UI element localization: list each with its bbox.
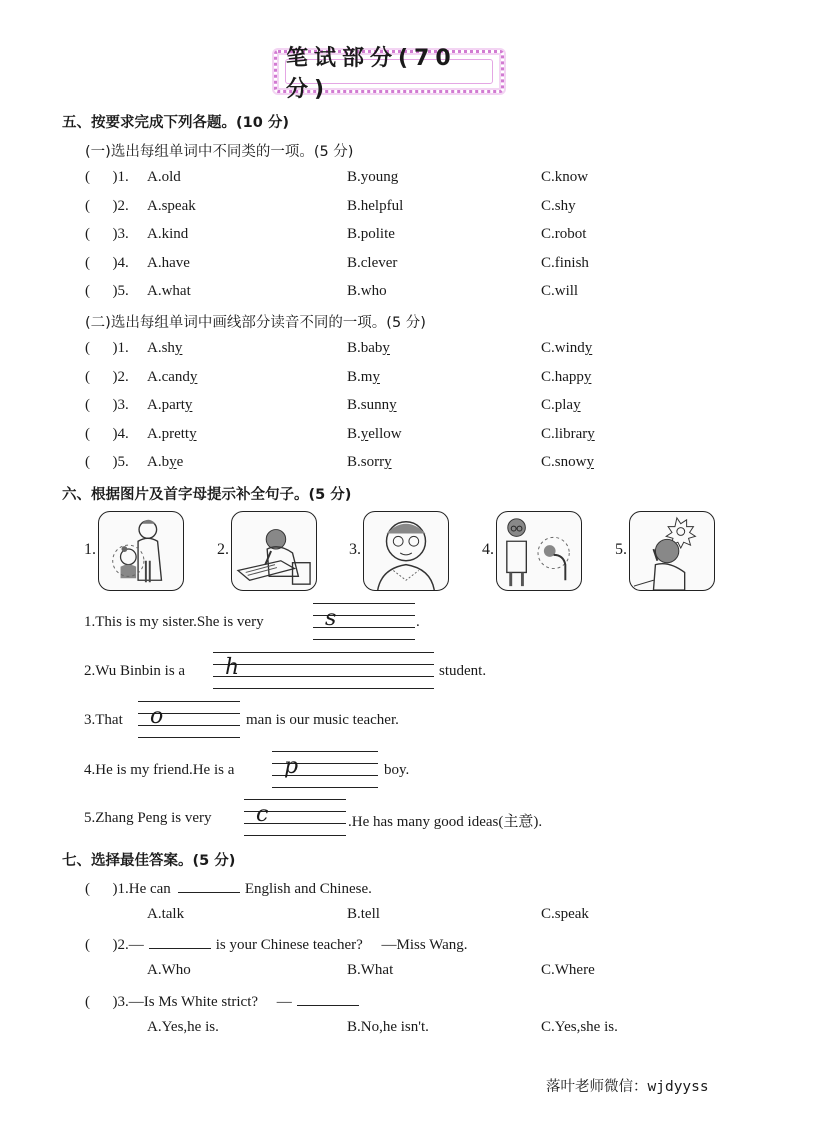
section6-heading: 六、根据图片及首字母提示补全句子。(5 分) xyxy=(62,487,352,503)
word-part: C.librar xyxy=(541,426,588,442)
option-c xyxy=(541,426,595,443)
underlined-letter: y xyxy=(382,340,390,356)
option-b: B.helpful xyxy=(347,198,404,214)
option-a: A.Who xyxy=(147,962,191,978)
initial-letter-hint: c xyxy=(256,802,269,827)
question-text xyxy=(85,991,364,1011)
word-part: B.m xyxy=(347,369,373,385)
boy-with-lightbulb-idea-illustration xyxy=(630,512,714,590)
option-b: B.tell xyxy=(347,906,380,922)
answer-bracket[interactable]: ( )3. xyxy=(85,397,129,413)
question-before: He can xyxy=(128,881,171,897)
underlined-letter: y xyxy=(360,426,369,442)
option-c xyxy=(541,340,592,357)
sentence-text: 4.He is my friend.He is a xyxy=(84,762,235,778)
word-part: B.sorr xyxy=(347,454,385,470)
underlined-letter: y xyxy=(573,397,581,413)
girl-shy-behind-woman-illustration xyxy=(99,512,183,590)
picture-number: 5. xyxy=(615,541,627,558)
section7-heading: 七、选择最佳答案。(5 分) xyxy=(62,853,236,869)
option-b: B.polite xyxy=(347,226,395,242)
sentence-text: 3.That xyxy=(84,712,123,728)
word-part: A.sh xyxy=(147,340,175,356)
guide-line xyxy=(244,835,346,836)
option-c: C.speak xyxy=(541,906,589,922)
underlined-letter: y xyxy=(584,340,593,356)
option-a: A.Yes,he is. xyxy=(147,1019,219,1035)
option-a: A.have xyxy=(147,255,190,271)
sentence-text: 1.This is my sister.She is very xyxy=(84,614,264,630)
section5-part2-heading: (二)选出每组单词中画线部分读音不同的一项。(5 分) xyxy=(85,315,426,331)
picture-number: 3. xyxy=(349,541,361,558)
sentence-text: . xyxy=(416,614,420,630)
writing-blank[interactable] xyxy=(213,652,434,690)
section5-heading: 五、按要求完成下列各题。(10 分) xyxy=(62,115,289,131)
word-part: A.prett xyxy=(147,426,190,442)
underlined-letter: y xyxy=(583,369,592,385)
question-after: English and Chinese. xyxy=(244,881,372,897)
underlined-letter: y xyxy=(174,340,183,356)
picture-5 xyxy=(629,511,715,591)
picture-1 xyxy=(98,511,184,591)
option-a: A.what xyxy=(147,283,191,299)
guide-line xyxy=(213,664,434,665)
option-a xyxy=(147,340,182,357)
guide-line xyxy=(138,737,240,738)
word-part: C.happ xyxy=(541,369,584,385)
answer-bracket[interactable]: ( )3. xyxy=(85,226,129,242)
initial-letter-hint: h xyxy=(225,655,240,680)
answer-bracket[interactable]: ( )4. xyxy=(85,426,129,442)
underlined-letter: y xyxy=(384,454,392,470)
word-part: ellow xyxy=(368,426,402,442)
option-c xyxy=(541,369,591,386)
sentence-text: man is our music teacher. xyxy=(246,712,399,728)
guide-line xyxy=(272,787,378,788)
underlined-letter: y xyxy=(389,397,397,413)
option-c: C.Where xyxy=(541,962,595,978)
word-part: A.cand xyxy=(147,369,190,385)
answer-blank[interactable] xyxy=(149,934,211,949)
guide-line xyxy=(313,639,415,640)
question-text xyxy=(85,878,372,898)
picture-4 xyxy=(496,511,582,591)
guide-line xyxy=(244,799,346,800)
word-part: e xyxy=(176,454,184,470)
sentence-text: .He has many good ideas(主意). xyxy=(348,814,543,830)
initial-letter-hint: o xyxy=(150,704,164,729)
word-part: A.b xyxy=(147,454,170,470)
answer-bracket[interactable]: ( )4. xyxy=(85,255,129,271)
option-a xyxy=(147,369,197,386)
option-c: C.Yes,she is. xyxy=(541,1019,618,1035)
answer-bracket[interactable]: ( )1. xyxy=(85,340,129,356)
option-c xyxy=(541,397,581,414)
title-banner xyxy=(274,45,504,102)
guide-line xyxy=(313,603,415,604)
boy-bowing-to-teacher-illustration xyxy=(497,512,581,590)
option-c: C.robot xyxy=(541,226,587,242)
option-b: B.No,he isn't. xyxy=(347,1019,429,1035)
guide-line xyxy=(138,701,240,702)
option-b: B.who xyxy=(347,283,387,299)
answer-bracket[interactable]: ( )2. xyxy=(85,369,129,385)
option-a: A.speak xyxy=(147,198,196,214)
section5-part1-heading: (一)选出每组单词中不同类的一项。(5 分) xyxy=(85,144,354,160)
sentence-text: student. xyxy=(439,663,487,679)
option-c: C.will xyxy=(541,283,579,299)
answer-bracket[interactable]: ( )1. xyxy=(85,169,129,185)
option-b xyxy=(347,426,402,443)
initial-letter-hint: s xyxy=(325,606,337,631)
option-c xyxy=(541,454,594,471)
picture-number: 4. xyxy=(482,541,494,558)
page-title: 笔试部分(70 分) xyxy=(285,59,493,84)
answer-bracket[interactable]: ( )1. xyxy=(85,881,129,897)
answer-bracket[interactable]: ( )2. xyxy=(85,198,129,214)
guide-line xyxy=(213,688,434,689)
answer-bracket[interactable]: ( )5. xyxy=(85,283,129,299)
option-c: C.finish xyxy=(541,255,589,271)
initial-letter-hint: p xyxy=(284,754,299,779)
option-a: A.kind xyxy=(147,226,189,242)
option-b xyxy=(347,397,397,414)
underlined-letter: y xyxy=(189,426,197,442)
answer-bracket[interactable]: ( )5. xyxy=(85,454,129,470)
word-part: B.sunn xyxy=(347,397,390,413)
answer-blank[interactable] xyxy=(178,878,240,893)
option-b xyxy=(347,369,380,386)
word-part: C.snow xyxy=(541,454,587,470)
option-a xyxy=(147,397,192,414)
option-b: B.What xyxy=(347,962,394,978)
guide-line xyxy=(213,676,434,677)
underlined-letter: y xyxy=(587,426,595,442)
option-c: C.know xyxy=(541,169,589,185)
old-man-with-glasses-illustration xyxy=(364,512,448,590)
guide-line xyxy=(213,652,434,653)
sentence-text: 2.Wu Binbin is a xyxy=(84,663,186,679)
word-part: B. xyxy=(347,426,361,442)
question-before: —Is Ms White strict? — xyxy=(128,994,292,1010)
underlined-letter: y xyxy=(169,454,177,470)
picture-number: 1. xyxy=(84,541,96,558)
sentence-text: 5.Zhang Peng is very xyxy=(84,810,212,826)
word-part: C.pla xyxy=(541,397,574,413)
option-a: A.old xyxy=(147,169,181,185)
option-b xyxy=(347,454,392,471)
option-a xyxy=(147,454,183,471)
answer-blank[interactable] xyxy=(297,991,359,1006)
underlined-letter: y xyxy=(372,369,380,385)
underlined-letter: y xyxy=(586,454,594,470)
question-after: is your Chinese teacher? —Miss Wang. xyxy=(215,937,468,953)
option-b: B.young xyxy=(347,169,399,185)
option-b xyxy=(347,340,390,357)
picture-number: 2. xyxy=(217,541,229,558)
footer-contact: 落叶老师微信：wjdyyss xyxy=(546,1079,709,1095)
underlined-letter: y xyxy=(189,369,198,385)
sentence-text: boy. xyxy=(384,762,410,778)
question-before: — xyxy=(128,937,144,953)
word-part: A.part xyxy=(147,397,185,413)
option-c: C.shy xyxy=(541,198,576,214)
answer-bracket[interactable]: ( )2. xyxy=(85,937,129,953)
option-a xyxy=(147,426,197,443)
picture-2 xyxy=(231,511,317,591)
picture-3 xyxy=(363,511,449,591)
guide-line xyxy=(272,751,378,752)
boy-reading-at-desk-illustration xyxy=(232,512,316,590)
question-text xyxy=(85,934,468,954)
option-a: A.talk xyxy=(147,906,185,922)
answer-bracket[interactable]: ( )3. xyxy=(85,994,129,1010)
option-b: B.clever xyxy=(347,255,398,271)
underlined-letter: y xyxy=(184,397,193,413)
word-part: B.bab xyxy=(347,340,383,356)
word-part: C.wind xyxy=(541,340,585,356)
